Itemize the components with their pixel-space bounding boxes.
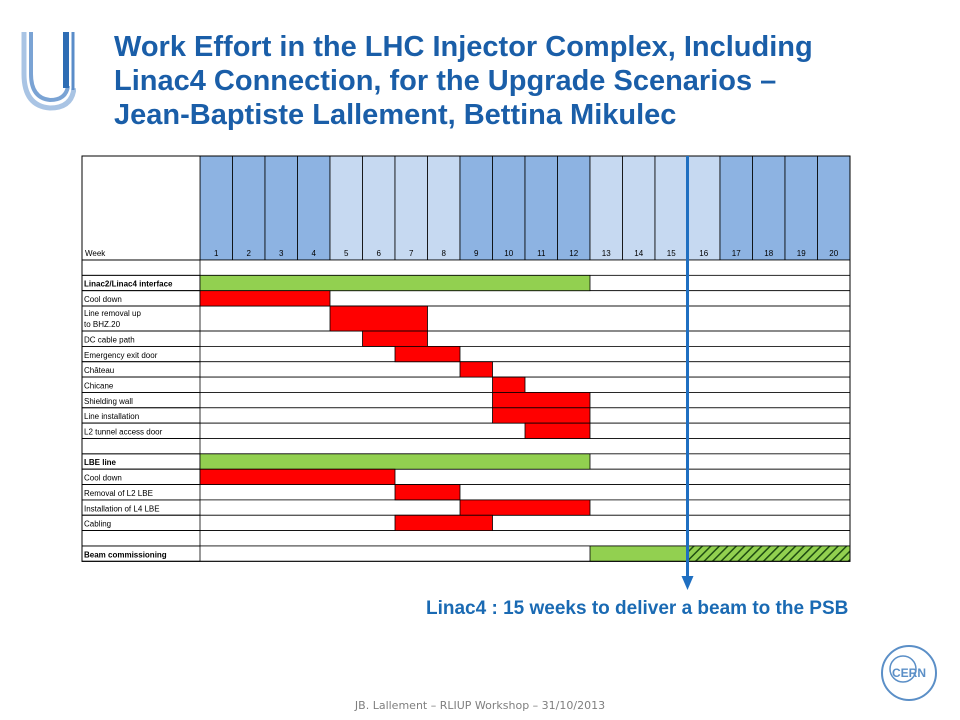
table-row	[82, 469, 850, 484]
week-column-18	[753, 156, 786, 260]
row-label: Installation of L4 LBE	[84, 504, 160, 514]
week-number-15: 15	[666, 249, 676, 258]
row-label: L2 tunnel access door	[84, 427, 163, 437]
gantt-header	[82, 156, 850, 260]
week-number-4: 4	[311, 249, 316, 258]
task-bar-red	[363, 331, 428, 346]
linac4-annotation: Linac4 : 15 weeks to deliver a beam to the PSB	[426, 598, 849, 619]
table-row	[82, 392, 850, 407]
week-number-8: 8	[441, 249, 446, 258]
row-label: Beam commissioning	[84, 550, 167, 560]
table-row	[82, 346, 850, 361]
week-column-1	[200, 156, 233, 260]
task-bar-red	[200, 291, 330, 306]
week-number-3: 3	[279, 249, 284, 258]
row-label: Cool down	[84, 473, 122, 483]
week-column-10	[493, 156, 526, 260]
table-row	[82, 408, 850, 423]
week-number-14: 14	[634, 249, 644, 258]
week-number-12: 12	[569, 249, 579, 258]
task-bar-red	[200, 469, 395, 484]
week-label: Week	[85, 249, 106, 258]
slide-title: Work Effort in the LHC Injector Complex, Including Linac4 Connection, for the Upgrade Scenarios – Jean-Baptiste Lallement, Bettina Mikulec	[114, 31, 813, 131]
week-column-13	[590, 156, 623, 260]
week-column-3	[265, 156, 298, 260]
table-row	[82, 531, 850, 546]
week-number-7: 7	[409, 249, 414, 258]
week-number-13: 13	[601, 249, 611, 258]
week-number-17: 17	[731, 249, 741, 258]
cern-logo-icon	[878, 642, 940, 704]
week-column-14	[623, 156, 656, 260]
table-row	[82, 439, 850, 454]
task-bar-green	[200, 454, 590, 469]
week-column-7	[395, 156, 428, 260]
week-column-17	[720, 156, 753, 260]
row-label: Line removal up	[84, 309, 141, 319]
week-column-4	[298, 156, 331, 260]
task-bar-red	[395, 485, 460, 500]
week-number-10: 10	[504, 249, 514, 258]
task-bar-green	[200, 275, 590, 290]
row-label: DC cable path	[84, 335, 135, 345]
table-row	[82, 331, 850, 346]
week-column-20	[818, 156, 851, 260]
row-label: Château	[84, 366, 115, 376]
task-bar-red	[460, 500, 590, 515]
table-row	[82, 260, 850, 275]
week-column-6	[363, 156, 396, 260]
marker-arrowhead-icon	[682, 576, 694, 590]
week-number-1: 1	[214, 249, 219, 258]
row-label: Emergency exit door	[84, 350, 158, 360]
svg-text:CERN: CERN	[891, 666, 927, 680]
week-number-2: 2	[246, 249, 251, 258]
row-label-cont: to BHZ.20	[84, 320, 121, 330]
week-number-19: 19	[796, 249, 806, 258]
week-number-6: 6	[376, 249, 381, 258]
task-bar-red	[395, 515, 493, 530]
table-row	[82, 291, 850, 306]
week-label-cell	[82, 156, 200, 260]
row-label: Removal of L2 LBE	[84, 488, 153, 498]
week-number-16: 16	[699, 249, 709, 258]
task-bar-red	[330, 306, 428, 331]
task-bar-red	[460, 362, 493, 377]
task-bar-red	[493, 408, 591, 423]
row-label: Cabling	[84, 519, 112, 529]
task-bar-red	[525, 423, 590, 438]
week-column-12	[558, 156, 591, 260]
week-column-16	[688, 156, 721, 260]
week-number-11: 11	[537, 249, 546, 258]
week-column-5	[330, 156, 363, 260]
slide-footer: JB. Lallement – RLIUP Workshop – 31/10/2013	[354, 699, 606, 712]
week-column-9	[460, 156, 493, 260]
table-row	[82, 306, 850, 331]
table-row	[82, 485, 850, 500]
task-bar-green	[590, 546, 688, 561]
task-bar-red	[395, 346, 460, 361]
row-label: Shielding wall	[84, 396, 133, 406]
table-row	[82, 377, 850, 392]
week-number-18: 18	[764, 249, 774, 258]
week-number-20: 20	[829, 249, 839, 258]
task-bar-hatched	[688, 546, 851, 561]
task-bar-red	[493, 392, 591, 407]
row-label: Linac2/Linac4 interface	[84, 279, 173, 289]
row-label: Chicane	[84, 381, 114, 391]
table-row	[82, 423, 850, 438]
week-column-2	[233, 156, 266, 260]
row-label: LBE line	[84, 458, 117, 468]
task-bar-red	[493, 377, 526, 392]
week-column-8	[428, 156, 461, 260]
week-column-19	[785, 156, 818, 260]
row-label: Line installation	[84, 412, 140, 422]
week-column-11	[525, 156, 558, 260]
week-number-5: 5	[344, 249, 349, 258]
row-label: Cool down	[84, 295, 122, 305]
week-column-15	[655, 156, 688, 260]
week-number-9: 9	[474, 249, 479, 258]
